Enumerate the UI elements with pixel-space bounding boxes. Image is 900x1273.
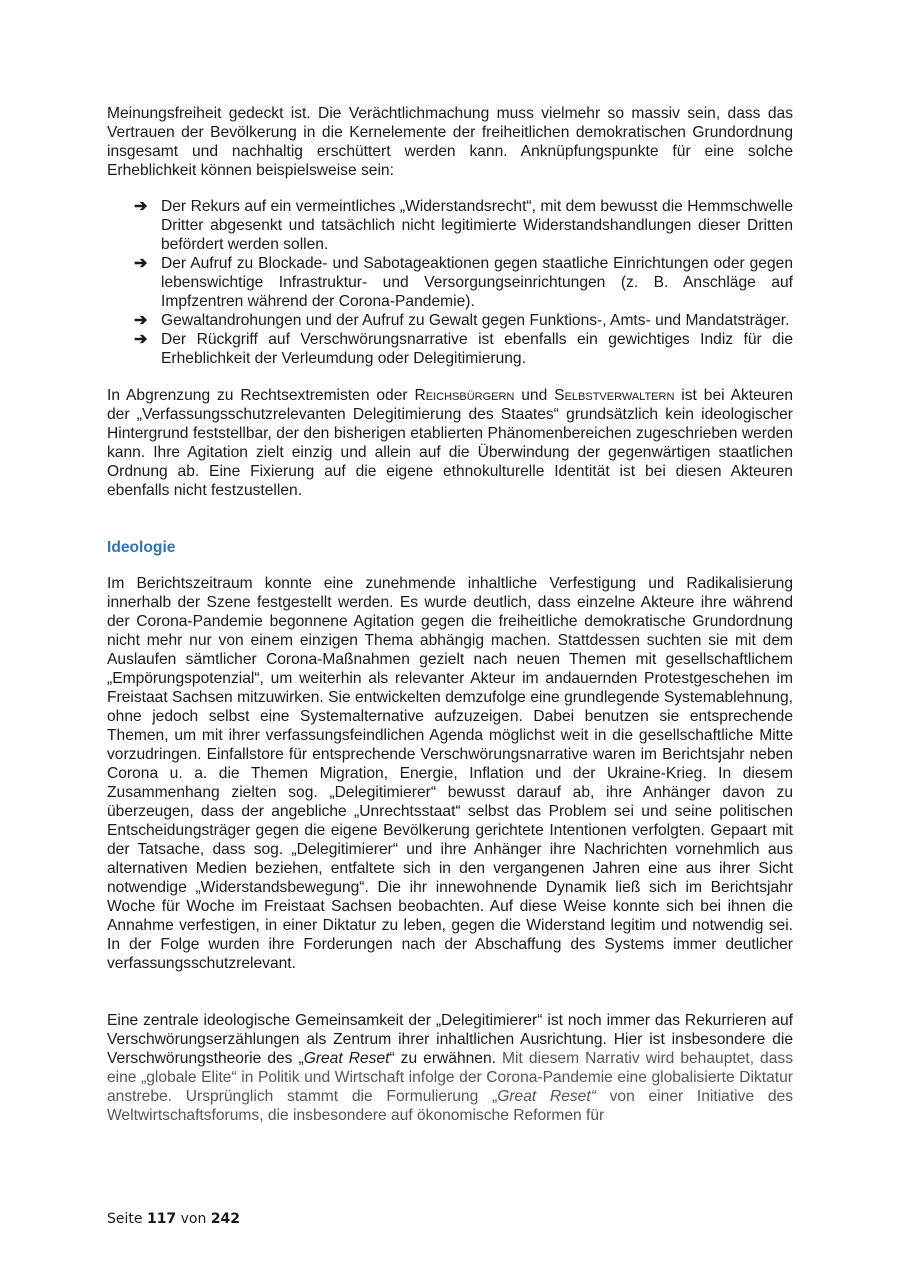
text-segment-grey: von einer Initiative des Weltwirtschaftsforums, die insbesondere auf ökonomische Reformen für (107, 1088, 793, 1124)
list-item (134, 330, 793, 368)
arrow-right-icon: ➔ (134, 198, 148, 215)
list-item-text: Der Rekurs auf ein vermeintliches „Widerstandsrecht“, mit dem bewusst die Hemmschwelle Dritter abgesenkt und tatsächlich nicht legitimierte Widerstandshandlungen dieser Dritten befördert werden sollen. (161, 198, 793, 253)
paragraph-ideology: Im Berichtszeitraum konnte eine zunehmende inhaltliche Verfestigung und Radikalisierung innerhalb der Szene festgestellt werden. Es wurde deutlich, dass einzelne Akteure ihre während der Corona-Pandemie begonnene Agitation gegen die freiheitliche demokratische Grundordnung nicht mehr nur von einem einzigen Thema abhängig machen. Stattdessen suchten sie mit dem Auslaufen sämtlicher Corona-Maßnahmen gezielt nach neuen Themen mit gesellschaftlichem „Empörungspotenzial“, um weiterhin als relevanter Akteur im andauernden Protestgeschehen im Freistaat Sachsen mitzuwirken. Sie entwickelten demzufolge eine grundlegende Systemablehnung, ohne jedoch selbst eine Systemalternative aufzuzeigen. Dabei benutzen sie entsprechende Themen, um mit ihrer verfassungsfeindlichen Agenda möglichst weit in die gesellschaftliche Mitte vorzudringen. Einfallstore für entsprechende Verschwörungsnarrative waren im Berichtsjahr neben Corona u. a. die Themen Migration, Energie, Inflation und der Ukraine-Krieg. In diesem Zusammenhang zielten sog. „Delegitimierer“ bewusst darauf ab, ihre Anhänger davon zu überzeugen, dass der angebliche „Unrechtsstaat“ selbst das Problem sei und seine politischen Entscheidungsträger gegen die eigene Bevölkerung gerichtete Intentionen verfolgten. Gepaart mit der Tatsache, dass sog. „Delegitimierer“ und ihre Anhänger ihre Nachrichten vornehmlich aus alternativen Medien beziehen, entfaltete sich in den vergangenen Jahren eine aus ihrer Sicht notwendige „Widerstandsbewegung“. Die ihr innewohnende Dynamik ließ sich im Berichtsjahr Woche für Woche im Freistaat Sachsen beobachten. Auf diese Weise konnte sich bei ihnen die Annahme verfestigen, in einer Diktatur zu leben, gegen die Widerstand legitim und notwendig sei. In der Folge wurden ihre Forderungen nach der Abschaffung des Systems immer deutlicher verfassungsschutzrelevant. (107, 575, 793, 972)
paragraph-delimitation (107, 386, 793, 500)
criteria-list (107, 197, 793, 368)
section-heading: Ideologie (107, 539, 176, 556)
list-item (134, 254, 793, 311)
paragraph-great-reset (107, 1011, 793, 1125)
footer-label: von (176, 1211, 211, 1227)
text-segment: Eine zentrale ideologische Gemeinsamkeit der „Delegitimierer“ ist noch immer das Rekurrieren auf Verschwörungserzählungen als Zentrum ihrer inhaltlichen Ausrichtung. Hier ist insbesondere die Verschwörungstheorie des „ (107, 1012, 793, 1067)
list-item (134, 197, 793, 254)
list-item-text: Der Rückgriff auf Verschwörungsnarrative ist ebenfalls ein gewichtiges Indiz für die Erheblichkeit der Verleumdung oder Delegitimierung. (161, 331, 793, 367)
term-selbstverwalter: Selbstverwaltern (554, 387, 675, 404)
page-footer (107, 1211, 240, 1227)
arrow-right-icon: ➔ (134, 312, 148, 329)
term-reichsbuerger: Reichsbürgern (414, 387, 515, 404)
arrow-right-icon: ➔ (134, 331, 148, 348)
list-item (134, 311, 793, 330)
term-great-reset-grey: Great Reset“ (497, 1088, 596, 1105)
footer-label: Seite (107, 1211, 147, 1227)
text-segment: und (514, 387, 555, 404)
list-item-text: Gewaltandrohungen und der Aufruf zu Gewalt gegen Funktions-, Amts- und Mandatsträger. (161, 312, 790, 329)
text-segment-grey: Mit diesem Narrativ wird behauptet, dass eine „globale Elite“ in Politik und Wirtschaft infolge der Corona-Pandemie eine globalisierte Diktatur anstrebe. Ursprünglich stammt die Formulierung „ (107, 1050, 793, 1105)
arrow-right-icon: ➔ (134, 255, 148, 272)
paragraph-intro: Meinungsfreiheit gedeckt ist. Die Verächtlichmachung muss vielmehr so massiv sein, dass das Vertrauen der Bevölkerung in die Kernelemente der freiheitlichen demokratischen Grundordnung insgesamt und nachhaltig erschüttert werden kann. Anknüpfungspunkte für eine solche Erheblichkeit können beispielsweise sein: (107, 105, 793, 179)
text-segment: ist bei Akteuren der „Verfassungsschutzrelevanten Delegitimierung des Staates“ grundsätzlich kein ideologischer Hintergrund feststellbar, der den bisherigen etablierten Phänomenbereichen zugeschrieben werden kann. Ihre Agitation zielt einzig und allein auf die Überwindung der gegenwärtigen staatlichen Ordnung ab. Eine Fixierung auf die eigene ethnokulturelle Identität ist bei diesen Akteuren ebenfalls nicht festzustellen. (107, 387, 794, 499)
term-great-reset: Great Reset (303, 1050, 390, 1067)
total-page-count: 242 (210, 1211, 241, 1227)
current-page-number: 117 (146, 1211, 177, 1227)
list-item-text: Der Aufruf zu Blockade- und Sabotageaktionen gegen staatliche Einrichtungen oder gegen lebenswichtige Infrastruktur- und Versorgungseinrichtungen (z. B. Anschläge auf Impfzentren während der Corona-Pandemie). (161, 255, 793, 310)
text-segment: In Abgrenzung zu Rechtsextremisten oder (107, 387, 415, 404)
text-segment: “ zu erwähnen. (389, 1050, 496, 1067)
document-page (107, 104, 793, 1125)
